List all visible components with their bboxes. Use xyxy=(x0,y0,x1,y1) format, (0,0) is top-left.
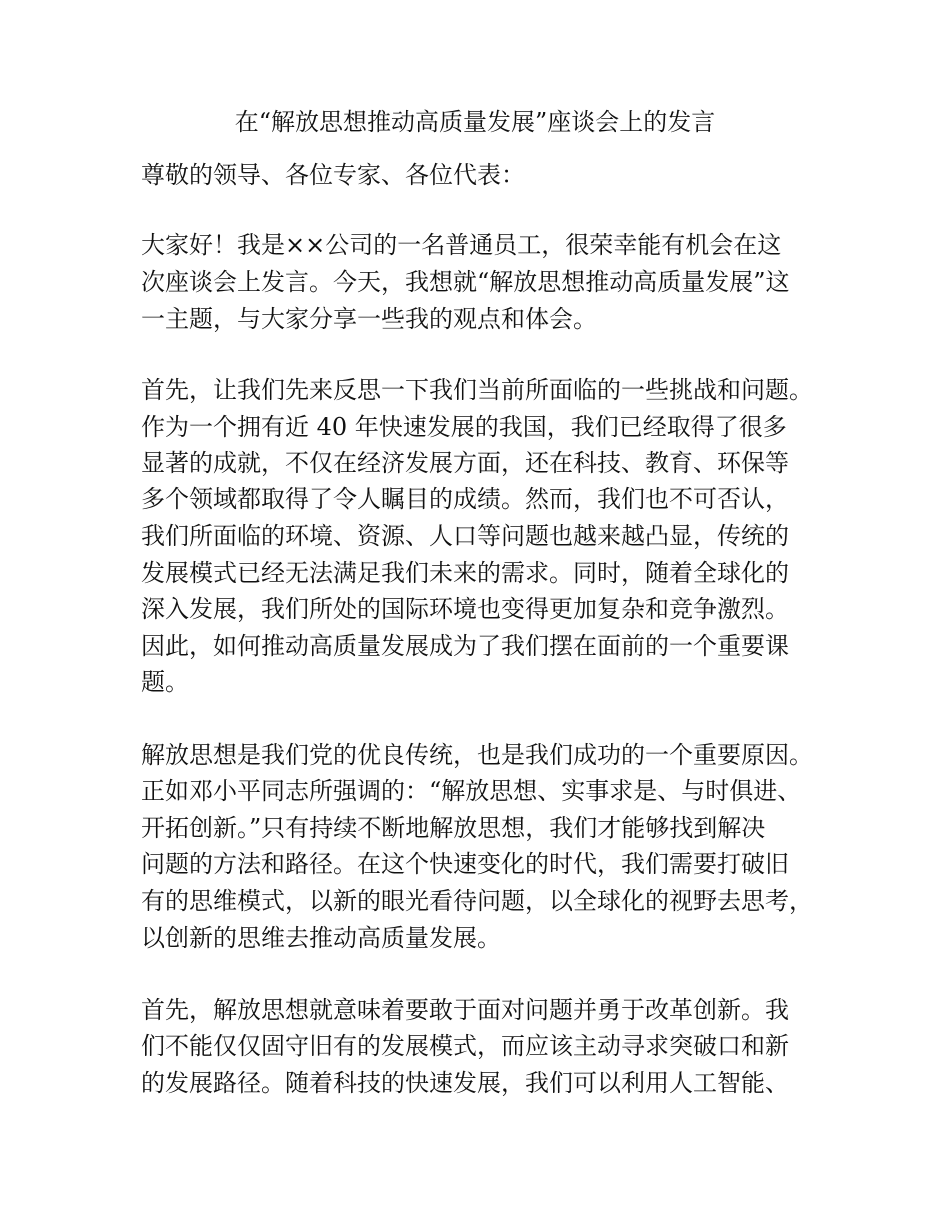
paragraph-1-line-3: 一主题，与大家分享一些我的观点和体会。 xyxy=(141,305,597,333)
paragraph-3-line-1: 解放思想是我们党的优良传统，也是我们成功的一个重要原因。 xyxy=(141,741,813,769)
paragraph-2-line-3: 显著的成就，不仅在经济发展方面，还在科技、教育、环保等 xyxy=(141,449,789,477)
paragraph-2-line-2: 作为一个拥有近 40 年快速发展的我国，我们已经取得了很多 xyxy=(141,413,787,441)
paragraph-2-line-4: 多个领域都取得了令人瞩目的成绩。然而，我们也不可否认， xyxy=(141,485,789,513)
paragraph-3-line-2: 正如邓小平同志所强调的：“解放思想、实事求是、与时俱进、 xyxy=(141,777,802,805)
paragraph-3-line-4: 问题的方法和路径。在这个快速变化的时代，我们需要打破旧 xyxy=(141,850,789,878)
paragraph-2-line-6: 发展模式已经无法满足我们未来的需求。同时，随着全球化的 xyxy=(141,559,789,587)
paragraph-2-line-9: 题。 xyxy=(141,668,189,696)
document-title: 在“解放思想推动高质量发展”座谈会上的发言 xyxy=(234,108,716,136)
paragraph-2-line-5: 我们所面临的环境、资源、人口等问题也越来越凸显，传统的 xyxy=(141,522,789,550)
paragraph-3-line-3: 开拓创新。”只有持续不断地解放思想，我们才能够找到解决 xyxy=(141,814,766,842)
paragraph-3-line-6: 以创新的思维去推动高质量发展。 xyxy=(141,924,501,952)
paragraph-1-line-1: 大家好！我是××公司的一名普通员工，很荣幸能有机会在这 xyxy=(141,231,782,259)
paragraph-4-line-1: 首先，解放思想就意味着要敢于面对问题并勇于改革创新。我 xyxy=(141,996,789,1024)
paragraph-1-line-2: 次座谈会上发言。今天，我想就“解放思想推动高质量发展”这 xyxy=(141,268,790,296)
paragraph-2-line-1: 首先，让我们先来反思一下我们当前所面临的一些挑战和问题。 xyxy=(141,376,813,404)
greeting-line: 尊敬的领导、各位专家、各位代表： xyxy=(141,161,525,189)
paragraph-4-line-2: 们不能仅仅固守旧有的发展模式，而应该主动寻求突破口和新 xyxy=(141,1032,789,1060)
paragraph-2-line-7: 深入发展，我们所处的国际环境也变得更加复杂和竞争激烈。 xyxy=(141,595,789,623)
paragraph-3-line-5: 有的思维模式，以新的眼光看待问题，以全球化的视野去思考， xyxy=(141,887,813,915)
paragraph-2-line-8: 因此，如何推动高质量发展成为了我们摆在面前的一个重要课 xyxy=(141,632,789,660)
paragraph-4-line-3: 的发展路径。随着科技的快速发展，我们可以利用人工智能、 xyxy=(141,1069,789,1097)
